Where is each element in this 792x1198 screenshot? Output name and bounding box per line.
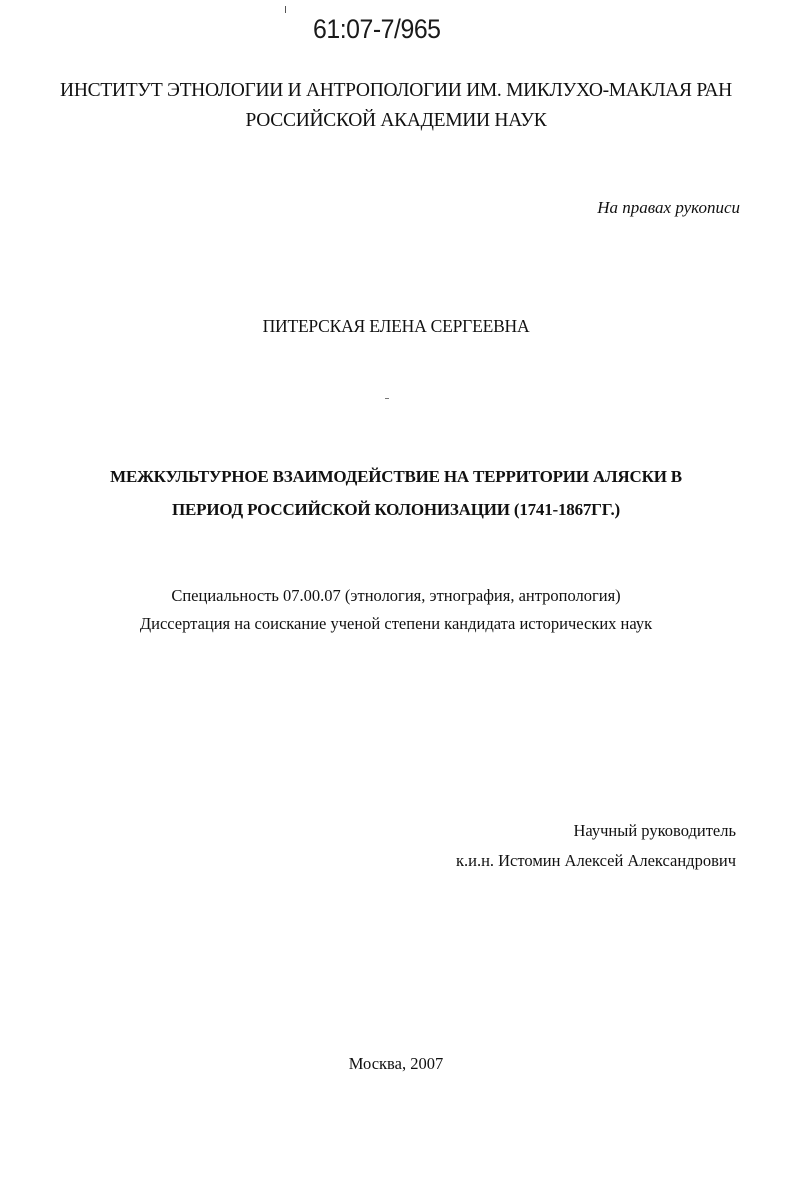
title-line-2: ПЕРИОД РОССИЙСКОЙ КОЛОНИЗАЦИИ (1741-1867ГГ.) bbox=[171, 500, 621, 519]
dissertation-title bbox=[0, 460, 792, 526]
advisor-block bbox=[456, 816, 736, 876]
place-year: Москва, 2007 bbox=[348, 1054, 444, 1073]
scan-speck bbox=[385, 398, 389, 399]
specialty-block bbox=[0, 582, 792, 638]
scan-mark bbox=[285, 6, 286, 13]
institute-line-1: ИНСТИТУТ ЭТНОЛОГИИ И АНТРОПОЛОГИИ ИМ. МИКЛУХО-МАКЛАЯ РАН bbox=[60, 80, 732, 101]
advisor-label: Научный руководитель bbox=[573, 821, 736, 840]
degree-line: Диссертация на соискание ученой степени кандидата исторических наук bbox=[139, 614, 653, 633]
rights-note: На правах рукописи bbox=[597, 198, 740, 217]
advisor-name: к.и.н. Истомин Алексей Александрович bbox=[455, 851, 736, 870]
author-name: ПИТЕРСКАЯ ЕЛЕНА СЕРГЕЕВНА bbox=[262, 316, 530, 336]
institute-line-2: РОССИЙСКОЙ АКАДЕМИИ НАУК bbox=[245, 110, 547, 131]
title-line-1: МЕЖКУЛЬТУРНОЕ ВЗАИМОДЕЙСТВИЕ НА ТЕРРИТОРИИ АЛЯСКИ В bbox=[110, 467, 682, 486]
institute-header bbox=[0, 76, 792, 136]
specialty-line: Специальность 07.00.07 (этнология, этнография, антропология) bbox=[171, 586, 621, 605]
catalog-number: 61:07-7/965 bbox=[313, 14, 441, 44]
